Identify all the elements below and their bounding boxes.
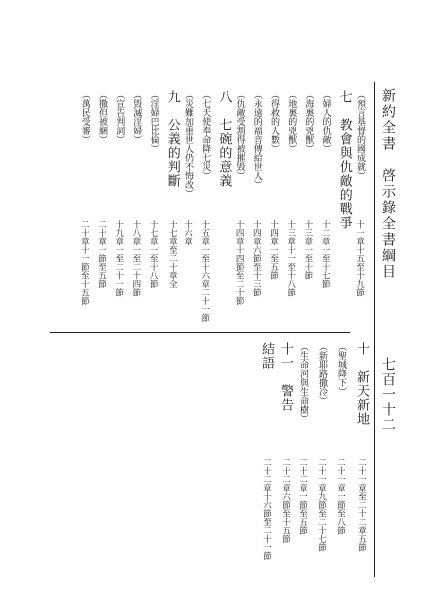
header-rule <box>374 82 375 577</box>
outline-entry: （撒但被綑） <box>97 90 107 144</box>
section-heading: 十一 警告 <box>278 342 293 412</box>
chapter-reference: 十七章一至十八節 <box>148 220 159 288</box>
section-heading: 七 教會與仇敵的戰爭 <box>336 90 352 230</box>
section-heading: 十 新天新地 <box>354 342 369 426</box>
outline-entry: （永遠的福音傳給世人） <box>251 90 262 189</box>
outline-entry: （新耶路撒冷） <box>317 342 327 405</box>
section-heading: 九 公義的判斷 <box>164 90 180 188</box>
outline-entry: （仇敵受割得被摧毀） <box>234 90 245 180</box>
section-heading: 八 七碗的意義 <box>216 90 232 188</box>
chapter-reference: 十三章十一至十八節 <box>285 220 296 297</box>
outline-entry: （婦人的仇敵） <box>320 90 331 153</box>
chapter-reference: 二十章十一節至十五節 <box>79 220 90 305</box>
section-divider <box>50 332 350 333</box>
outline-entry: （生命河與生命樹） <box>298 342 308 423</box>
outline-entry: （地裏的兇獸） <box>286 90 297 153</box>
chapter-reference: 十四章六節至十三節 <box>251 220 262 297</box>
outline-entry: （萬民受審） <box>79 90 90 144</box>
chapter-reference: 二十章一節至五節 <box>96 220 107 288</box>
chapter-reference: 十五章一至十六章二十一節 <box>199 220 210 322</box>
section-heading: 結語 <box>259 342 274 370</box>
chapter-reference: 二十一章至二十二章五節 <box>356 458 367 552</box>
outline-entry: （淫婦巴比倫） <box>148 90 159 153</box>
chapter-reference: 二十一章九節至二十七節 <box>316 458 327 552</box>
chapter-reference: 二十二章一節至五節 <box>297 458 308 535</box>
chapter-reference: 十八章一至二十四節 <box>130 220 141 297</box>
chapter-reference: 二十一章一節至八節 <box>335 458 346 535</box>
outline-entry: （七天使奉命降七災） <box>200 90 211 180</box>
outline-entry: （聖城降下） <box>336 342 346 396</box>
chapter-reference: 二十二章六節至十五節 <box>280 458 291 543</box>
chapter-reference: 十四章十四節至二十節 <box>234 220 245 305</box>
chapter-reference: 十九章一至二十一節 <box>113 220 124 297</box>
outline-entry: （預言基督的國成就） <box>355 90 365 180</box>
chapter-reference: 十四章一至五節 <box>268 220 279 280</box>
chapter-reference: 十六章 <box>182 220 193 246</box>
chapter-reference: 十一章十五至十九節 <box>354 220 365 297</box>
outline-entry: （宣告判詞） <box>114 90 125 144</box>
chapter-reference: 十二章一至十七節 <box>320 220 331 288</box>
outline-entry: （得救的人數） <box>269 90 279 153</box>
running-head: 新約全書 啓示錄全書綱目 <box>380 88 396 280</box>
chapter-reference: 二十二章十六節至二十一節 <box>261 458 272 560</box>
outline-entry: （毀滅淫婦） <box>131 90 142 144</box>
outline-entry: （災難加重世人仍不悔改） <box>183 90 193 198</box>
page-number: 七百一十二 <box>380 357 396 432</box>
outline-entry: （海裏的兇獸） <box>303 90 314 153</box>
chapter-reference: 十三章一至十節 <box>302 220 313 280</box>
chapter-reference: 十七章至二十章全 <box>167 220 178 288</box>
